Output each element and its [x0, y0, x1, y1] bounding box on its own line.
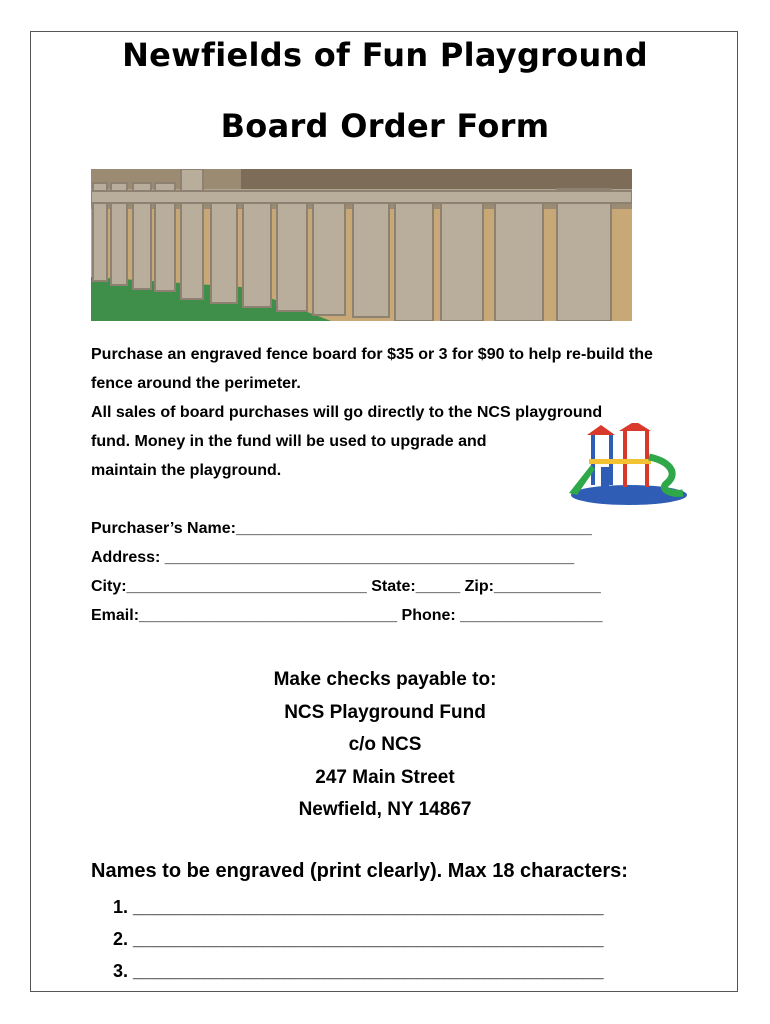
payment-instructions — [0, 664, 770, 827]
purchaser-name-field[interactable]: Purchaser’s Name:________________________________________ — [91, 520, 592, 537]
fund-description-line: maintain the playground. — [91, 462, 282, 479]
fund-description-line: All sales of board purchases will go directly to the NCS playground — [91, 404, 603, 421]
fence-photo-icon — [91, 169, 632, 321]
payable-to-label: Make checks payable to: — [273, 669, 497, 690]
city-state-zip-field[interactable]: City:___________________________ State:_____ Zip:____________ — [91, 578, 601, 595]
form-subtitle: Board Order Form — [220, 107, 550, 145]
address-field[interactable]: Address: ______________________________________________ — [91, 549, 575, 566]
playset-clipart-icon — [567, 423, 687, 508]
engraving-name-line[interactable]: 1. _______________________________________________ — [113, 897, 604, 917]
care-of: c/o NCS — [348, 734, 422, 755]
engraving-name-line[interactable]: 3. _______________________________________________ — [113, 961, 604, 981]
payee-name: NCS Playground Fund — [284, 701, 486, 723]
email-phone-field[interactable]: Email:_____________________________ Phone: ________________ — [91, 607, 603, 624]
city-state-zip: Newfield, NY 14867 — [298, 799, 472, 820]
form-title: Newfields of Fun Playground — [122, 36, 648, 74]
engraving-name-line[interactable]: 2. _______________________________________________ — [113, 929, 604, 949]
street-address: 247 Main Street — [315, 766, 455, 788]
purchaser-fields — [91, 514, 661, 630]
engraving-names-title: Names to be engraved (print clearly). Max 18 characters: — [91, 860, 628, 882]
purchase-description: Purchase an engraved fence board for $35 or 3 for $90 to help re-build the fence around the perimeter. — [91, 346, 653, 392]
fund-description-line: fund. Money in the fund will be used to upgrade and — [91, 433, 487, 450]
